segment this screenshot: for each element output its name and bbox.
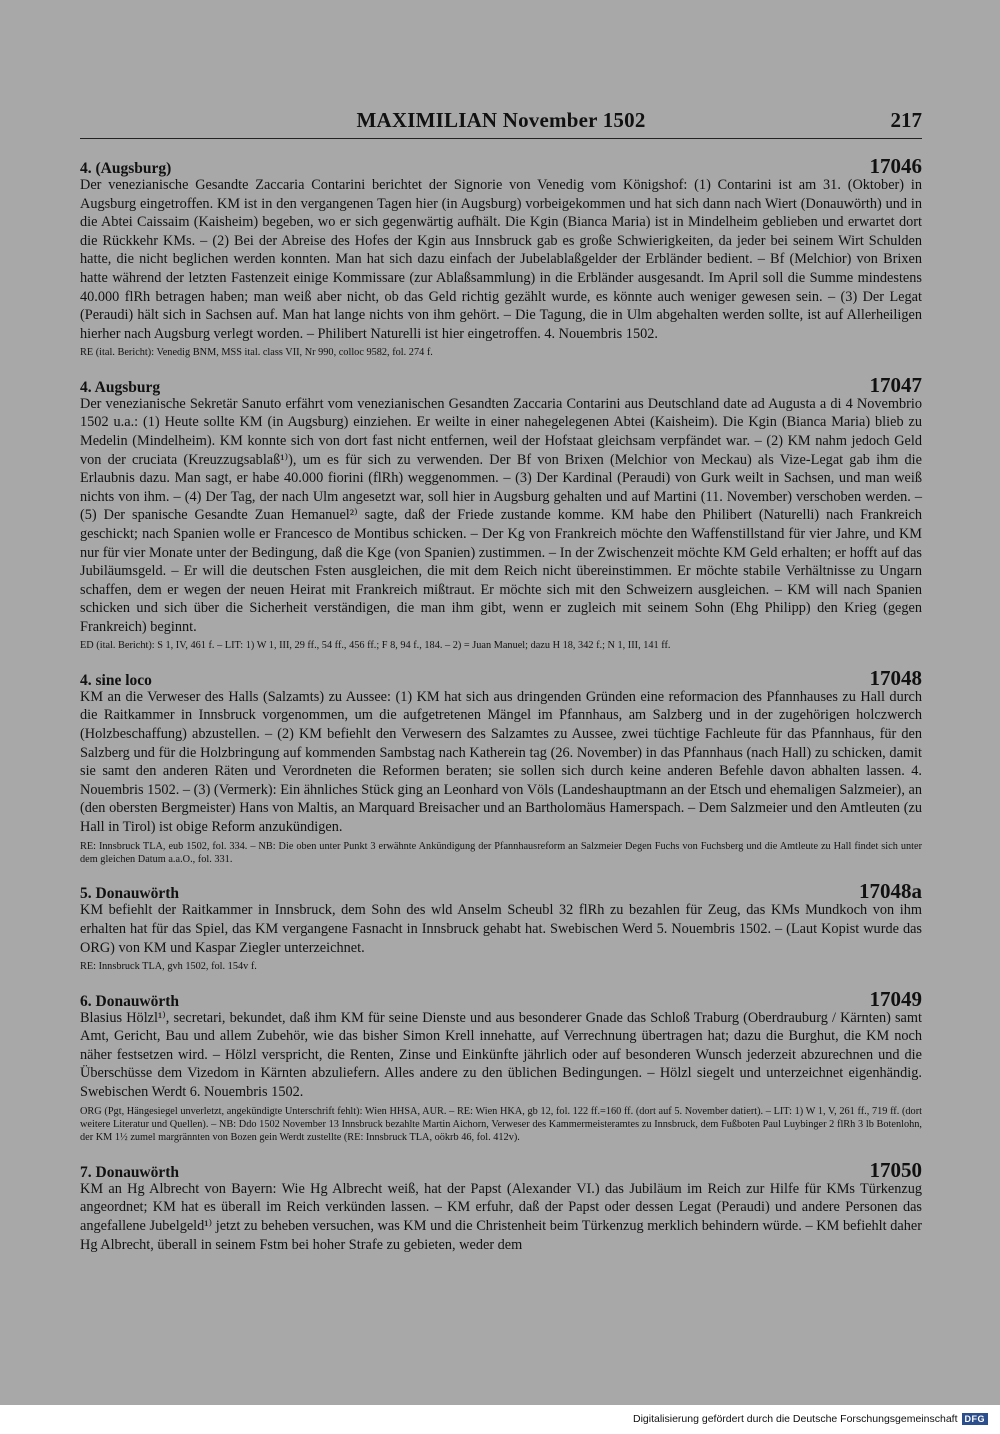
entry-source: RE (ital. Bericht): Venedig BNM, MSS ital. class VII, Nr 990, colloc 9582, fol. 274 f. <box>80 347 433 359</box>
entry-heading <box>80 1158 922 1180</box>
entry-date-place: 5. Donauwörth <box>80 885 180 903</box>
entry-17050 <box>80 1158 922 1254</box>
entry-17046 <box>80 154 922 360</box>
running-title: MAXIMILIAN November 1502 <box>356 108 646 132</box>
entry-source: RE: Innsbruck TLA, eub 1502, fol. 334. – NB: Die oben unter Punkt 3 erwähnte Ankündigung der Pfannhausreform an Salzmeier Degen Fuchs von Fuchsberg und die Amtleute zu Hall findet sich unter dem gleichen Datum a.a.O., fol. 331. <box>80 840 922 866</box>
entry-source: RE: Innsbruck TLA, gvh 1502, fol. 154v f. <box>80 961 257 973</box>
dfg-logo-icon: DFG <box>962 1413 989 1425</box>
entry-date-place: 6. Donauwörth <box>80 992 180 1010</box>
entry-heading <box>80 154 922 176</box>
regesta-body <box>80 154 922 1267</box>
entry-heading <box>80 987 922 1009</box>
entry-heading <box>80 879 922 904</box>
entry-source: ED (ital. Bericht): S 1, IV, 461 f. – LIT: 1) W 1, III, 29 ff., 54 ff., 456 ff.; F 8, 94 f., 184. – 2) = Juan Manuel; dazu H 18, 342 f.; N 1, III, 141 ff. <box>80 640 671 652</box>
funding-footer <box>633 1413 988 1425</box>
page-number: 217 <box>890 108 922 132</box>
entry-number: 17048 <box>869 665 922 690</box>
entry-text: KM an die Verweser des Halls (Salzamts) zu Aussee: (1) KM hat sich aus dringenden Gründen eine reformacion des Pfannhauses zu Hall durch die Raitkammer in Innsbruck vorgenommen, um die aufgetretenen Mängel im Pfannhaus, am Salzberg und in der zugehörigen holczwerch (Holzbeschaffung) abzustellen. – (2) KM befiehlt den Verwesern des Salzamtes zu Aussee, zwei tüchtige Fachleute für das Pfannhaus, für den Salzberg und für die Holzbringung auf kommenden Sambstag nach Katherein tag (26. November) in das Pfannhaus (nach Hall) zu schicken, damit sie samt den anderen Räten und Verordneten die Reformen beraten; sie sollen sich durch keine anderen Befehle davon abhalten lassen. 4. Nouembris 1502. – (3) (Vermerk): Ein ähnliches Stück ging an Leonhard von Völs (Landeshauptmann an der Etsch und ehemaligen Salzmeier), an (den obersten Bergmeister) Hans von Maltis, an Marquard Breisacher und an Bartholomäus Hamerspach. – Dem Salzmeier und den Amtleuten (zu Hall in Tirol) ist obige Reform anzukündigen. <box>80 688 922 836</box>
running-head <box>80 106 922 139</box>
entry-17048a <box>80 879 922 973</box>
entry-number: 17047 <box>869 372 922 397</box>
entry-number: 17048a <box>859 879 922 904</box>
entry-17049 <box>80 987 922 1145</box>
entry-text: KM befiehlt der Raitkammer in Innsbruck, dem Sohn des wld Anselm Scheubl 32 flRh zu bezahlen für Zeug, das KMs Mundkoch von ihm erhalten hat für das Spiel, das KM vergangene Fasnacht in Innsbruck gehabt hat. Swebischen Werd 5. Nouembris 1502. – (Laut Kopist wurde das ORG) von KM und Kaspar Ziegler unterzeichnet. <box>80 902 922 956</box>
entry-17048 <box>80 666 922 867</box>
entry-text: KM an Hg Albrecht von Bayern: Wie Hg Albrecht weiß, hat der Papst (Alexander VI.) das Jubiläum im Reich zur Hilfe für KMs Türkenzug angeordnet; KM hat es überall im Reich verkünden lassen. – KM erfuhr, daß der Papst oder dessen Legat (Peraudi) und andere Personen das angefallene Jubelgeld¹⁾ jetzt zu beheben versuchen, was KM und die Christenheit beim Türkenzug merklich behindern würde. – KM befiehlt daher Hg Albrecht, überall in seinem Fstm bei hoher Strafe zu gebieten, weder dem <box>80 1180 922 1253</box>
entry-heading <box>80 666 922 688</box>
entry-text: Der venezianische Sekretär Sanuto erfährt vom venezianischen Gesandten Zaccaria Contarini aus Deutschland date ad Augusta a di 4 Novembrio 1502 u.a.: (1) Heute sollte KM (in Augsburg) einziehen. Er weilte in einer nahegelegenen Abtei (Kaisheim). Die Kgin (Bianca Maria) blieb zu Medelin (Mindelheim). KM konnte sich von dort fast nicht entfernen, weil der Hofstaat gleichsam verpfändet war. – (2) KM nahm jedoch Geld von der cruciata (Kreuzzugsablaß¹⁾), um es für sich zu verwenden. Der Bf von Brixen (Melchior von Meckau) als Vize-Legat gab ihm die Erlaubnis dazu. Man sagt, er habe 40.000 fiorini (flRh) weggenommen. – (3) Der Kardinal (Peraudi) von Gurk weilt in Sachsen, und man weiß nichts von ihm. – (4) Der Tag, der nach Ulm angesetzt war, soll hier in Augsburg gehalten und auf Martini (11. November) verschoben werden. – (5) Der spanische Gesandte Zuan Hemanuel²⁾ sagte, daß der Friede zustande komme. KM habe den Philibert (Naturelli) nach Frankreich geschickt; nach Spanien wolle er Francesco de Montibus schicken. – Der Kg von Frankreich möchte den Waffenstillstand für vier Jahre, und KM nur für vier Monate unter der Bedingung, daß die Kge (von Spanien) zustimmen. – In der Zwischenzeit möchte KM Geld erhalten; er hofft auf das Jubiläumsgeld. – Er will die deutschen Fsten ausgleichen, die mit dem Reich nicht übereinstimmen. Er möchte stabile Verhältnisse zu Ungarn schaffen, dem er wegen der neuen Heirat mit Frankreich mißtraut. Er möchte sich mit den Schweizern ausgleichen. – KM will nach Spanien schicken und sich über die Sicherheit verständigen, die man ihm gibt, wenn er zugleich mit seinem Sohn (Ehg Philipp) den Krieg (gegen Frankreich) beginnt. <box>80 395 922 635</box>
entry-source: ORG (Pgt, Hängesiegel unverletzt, angekündigte Unterschrift fehlt): Wien HHSA, AUR. – RE: Wien HKA, gb 12, fol. 122 ff.=160 ff. (dort auf 5. November datiert). – LIT: 1) W 1, V, 261 ff., 719 ff. (dort weitere Literatur und Quellen). – NB: Ddo 1502 November 13 Innsbruck bezahlte Martin Aichorn, Verweser des Kammermeisteramtes zu Innsbruck, dem Fußboten Paul Luybinger 2 flRh 3 lb Botenlohn, der KM 1½ zumel margrännten von Bozen gein Werdt zustellte (RE: Innsbruck TLA, oökrb 46, fol. 412v). <box>80 1105 922 1144</box>
entry-number: 17046 <box>869 154 922 178</box>
funding-text: Digitalisierung gefördert durch die Deutsche Forschungsgemeinschaft <box>632 1413 958 1425</box>
entry-17047 <box>80 373 922 653</box>
entry-number: 17049 <box>869 986 922 1011</box>
entry-number: 17050 <box>869 1157 922 1182</box>
entry-heading <box>80 373 922 395</box>
entry-date-place: 7. Donauwörth <box>80 1163 180 1181</box>
entry-text: Blasius Hölzl¹⁾, secretari, bekundet, daß ihm KM für seine Dienste und aus besonderer Gnade das Schloß Traburg (Oberdrauburg / Kärnten) samt Amt, Gericht, Bau und allem Zubehör, wie das bisher Simon Krell innehatte, auf Verrechnung übertragen hat; dazu die Burghut, die KM noch näher festsetzen wird. – Hölzl verspricht, die Renten, Zinse und Einkünfte jährlich oder auf besonderen Wunsch jederzeit abzurechnen und die Überschüsse dem Vizedom in Kärnten abzuliefern. Alles andere zu den üblichen Bedingungen. – Hölzl siegelt und unterzeichnet eigenhändig. Swebischen Werdt 6. Nouembris 1502. <box>80 1009 922 1100</box>
entry-date-place: 4. Augsburg <box>80 378 161 396</box>
entry-date-place: 4. (Augsburg) <box>80 160 172 177</box>
entry-text: Der venezianische Gesandte Zaccaria Contarini berichtet der Signorie von Venedig vom Königshof: (1) Contarini ist am 31. (Oktober) in Augsburg eingetroffen. KM ist in den vergangenen Tagen hier (in Augsburg) vorbeigekommen und hat sich dann nach Wiert (Donauwörth) und in die Abtei Caissaim (Kaisheim) begeben, wo er sich gegenwärtig aufhält. Die Kgin (Bianca Maria) ist in Mindelheim geblieben und erwartet dort die Rückkehr KMs. – (2) Bei der Abreise des Hofes der Kgin aus Innsbruck gab es große Schwierigkeiten, da jeder bei seinem Wirt Schulden hatte, die nicht beglichen werden konnten. Man hat sich dazu einfach der Jubelablaßgelder der Erbländer bedient. – Bf (Melchior) von Brixen hatte während der letzten Fastenzeit einige Kommissare (zur Ablaßsammlung) in die Erbländer ausgesandt. Im April soll die Summe mindestens 40.000 flRh betragen haben; man weiß aber nicht, ob das Geld richtig gezählt wurde, es könnte auch weniger gewesen sein. – (3) Der Legat (Peraudi) hält sich in Sachsen auf. Man hat lange nichts von ihm gehört. – Die Tagung, die in Ulm abgehalten werden sollte, ist auf Allerheiligen hierher nach Augsburg verlegt worden. – Philibert Naturelli ist hier eingetroffen. 4. Nouembris 1502. <box>80 177 922 342</box>
entry-date-place: 4. sine loco <box>80 671 152 689</box>
